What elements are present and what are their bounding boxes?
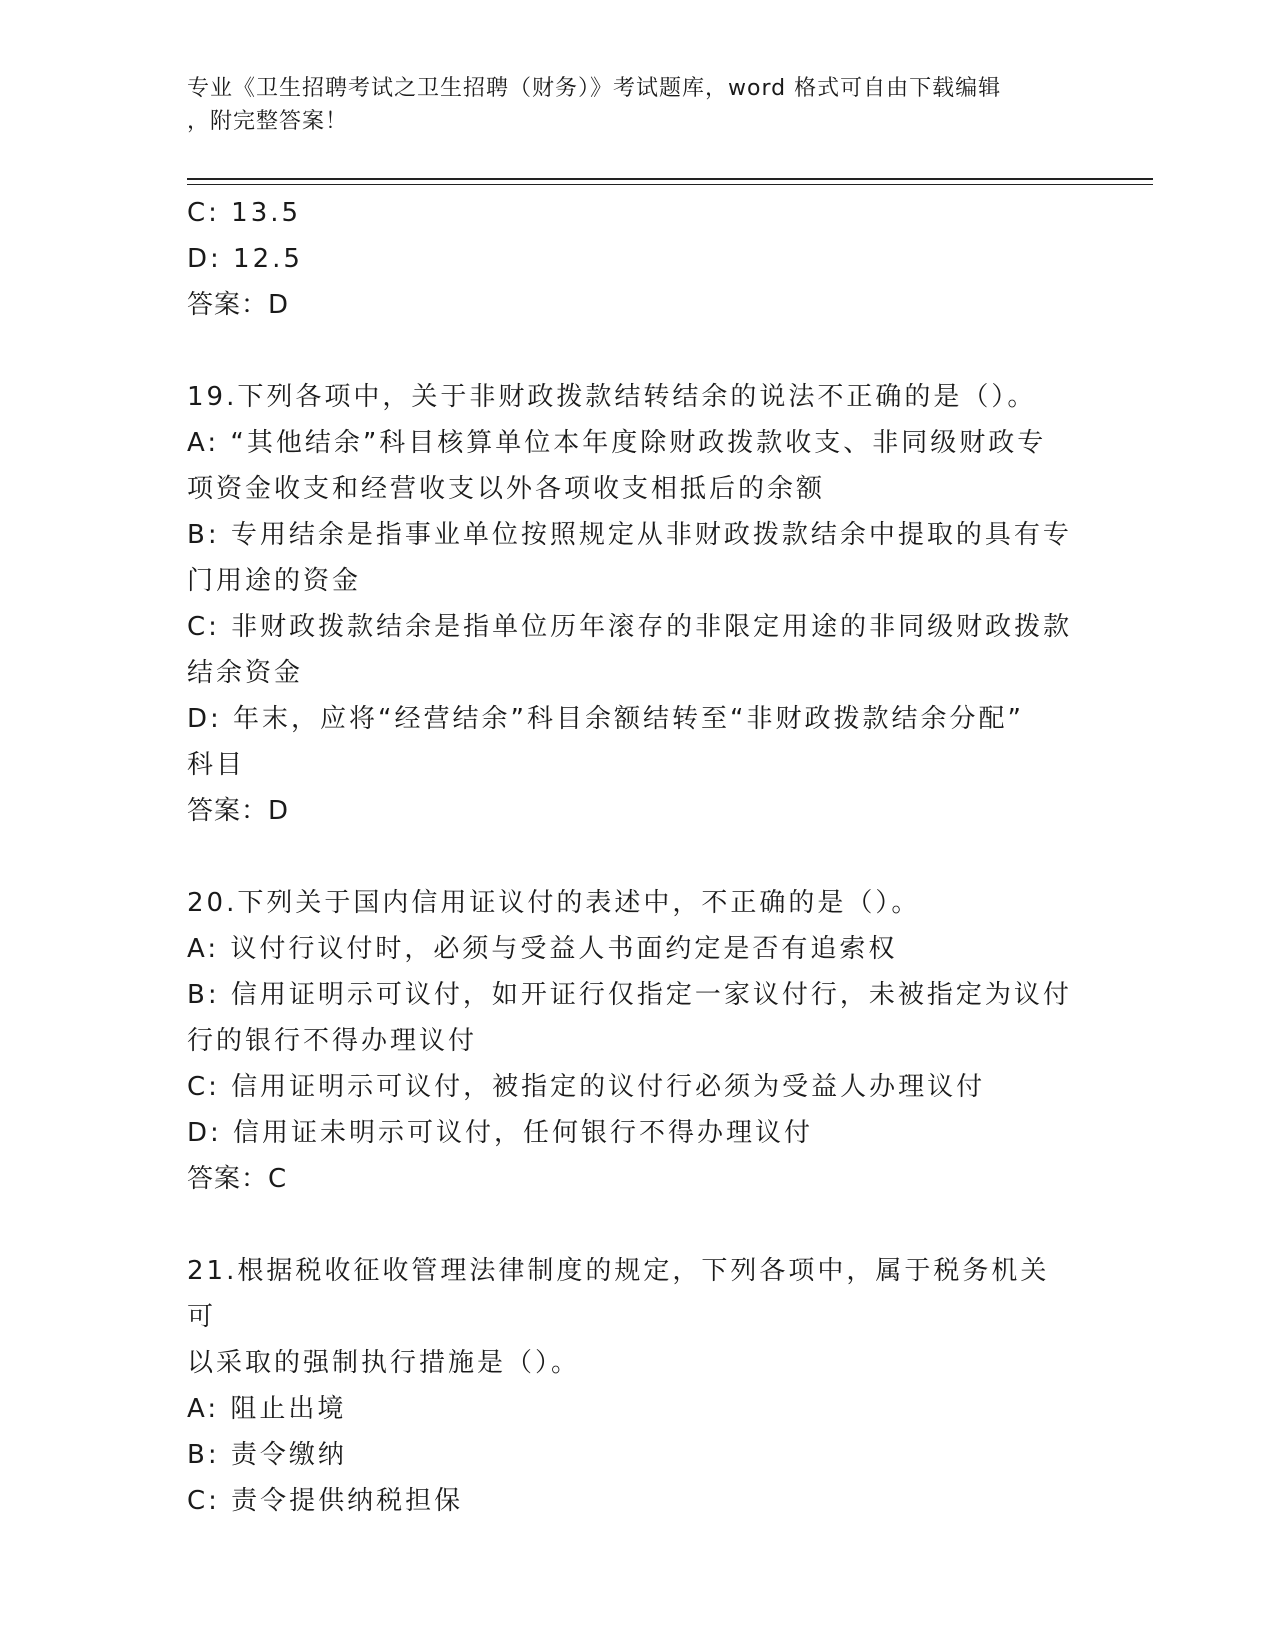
option-c: C: 信用证明示可议付，被指定的议付行必须为受益人办理议付 <box>187 1072 986 1102</box>
option-d: D: 12.5 <box>187 244 303 274</box>
option-a: A: 阻止出境 <box>187 1394 347 1424</box>
spacer <box>187 1202 1077 1248</box>
header-divider-thick <box>187 178 1153 180</box>
question-stem: 20.下列关于国内信用证议付的表述中，不正确的是（）。 <box>187 888 921 918</box>
header-divider-thin <box>187 184 1153 185</box>
answer-line: 答案：D <box>187 796 290 826</box>
spacer <box>187 328 1077 374</box>
option-a: A: 议付行议付时，必须与受益人书面约定是否有追索权 <box>187 934 898 964</box>
option-c-cont: 结余资金 <box>187 658 304 688</box>
answer-line: 答案：C <box>187 1164 288 1194</box>
question-stem-cont: 以采取的强制执行措施是（）。 <box>187 1348 581 1378</box>
option-b-cont: 门用途的资金 <box>187 566 362 596</box>
option-c: C: 责令提供纳税担保 <box>187 1486 464 1516</box>
question-21 <box>187 1248 1077 1524</box>
header-line-1: 专业《卫生招聘考试之卫生招聘（财务）》考试题库，word 格式可自由下载编辑 <box>187 76 1002 101</box>
option-b-cont: 行的银行不得办理议付 <box>187 1026 478 1056</box>
option-d-cont: 科目 <box>187 750 246 780</box>
answer-line: 答案：D <box>187 290 290 320</box>
option-d: D: 信用证未明示可议付，任何银行不得办理议付 <box>187 1118 814 1148</box>
question-content <box>187 190 1077 1524</box>
option-a: A: “其他结余”科目核算单位本年度除财政拨款收支、非同级财政专 <box>187 428 1047 458</box>
question-20 <box>187 880 1077 1202</box>
option-b: B: 专用结余是指事业单位按照规定从非财政拨款结余中提取的具有专 <box>187 520 1072 550</box>
option-c: C: 非财政拨款结余是指单位历年滚存的非限定用途的非同级财政拨款 <box>187 612 1073 642</box>
previous-question-tail <box>187 190 1077 328</box>
option-b: B: 责令缴纳 <box>187 1440 347 1470</box>
question-19 <box>187 374 1077 834</box>
question-stem: 19.下列各项中，关于非财政拨款结转结余的说法不正确的是（）。 <box>187 382 1037 412</box>
option-d: D: 年末，应将“经营结余”科目余额结转至“非财政拨款结余分配” <box>187 704 1024 734</box>
document-header <box>187 72 1067 138</box>
option-a-cont: 项资金收支和经营收支以外各项收支相抵后的余额 <box>187 474 826 504</box>
question-stem: 21.根据税收征收管理法律制度的规定，下列各项中，属于税务机关可 <box>187 1256 1050 1332</box>
spacer <box>187 834 1077 880</box>
option-c: C: 13.5 <box>187 198 302 228</box>
header-line-2: ，附完整答案！ <box>187 109 349 134</box>
option-b: B: 信用证明示可议付，如开证行仅指定一家议付行，未被指定为议付 <box>187 980 1072 1010</box>
